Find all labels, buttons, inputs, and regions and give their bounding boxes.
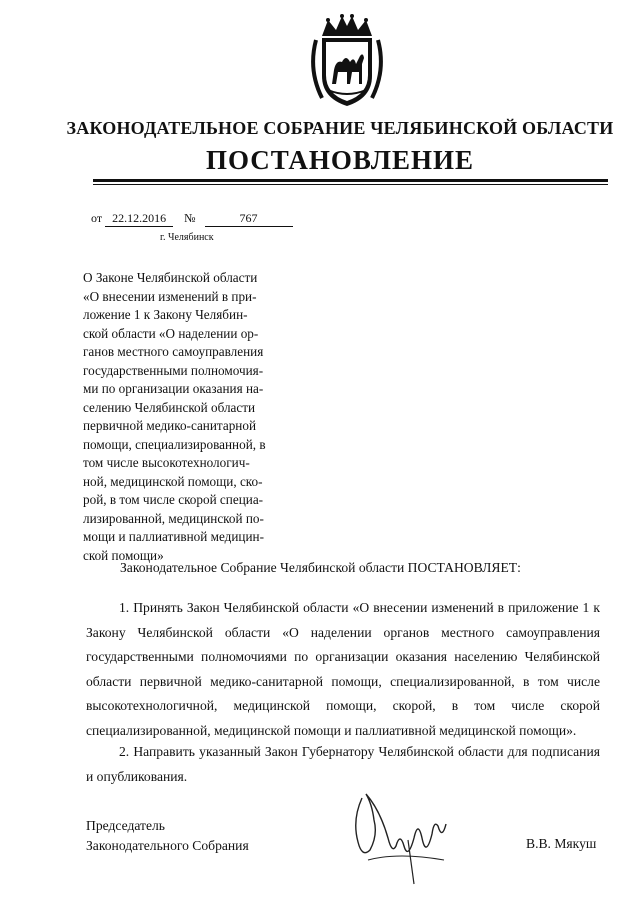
subject-line: том числе высокотехнологич- xyxy=(83,455,250,470)
position-line: Законодательного Собрания xyxy=(86,838,249,853)
paragraph-1: 1. Принять Закон Челябинской области «О внесении изменений в приложение 1 к Закону Челябинской области «О наделении органов местного самоуправления государственными полномочиями по организации оказания населению Челябинской области первичной медико-санитарной помощи, специализированной, в том числе высокотехнологичной, медицинской помощи, скорой, в том числе скорой специализированной, медицинской помощи и паллиативной медицинской помощи». xyxy=(86,600,600,738)
subject-line: ной, медицинской помощи, ско- xyxy=(83,473,263,489)
subject-line: лизированной, медицинской по- xyxy=(83,510,264,526)
subject-line: ской области «О наделении ор- xyxy=(83,325,259,341)
coat-of-arms-icon xyxy=(306,14,388,110)
date-prefix: от xyxy=(91,211,103,225)
city-label: г. Челябинск xyxy=(160,232,214,243)
subject-line: ганов местного самоуправления xyxy=(83,344,264,359)
position-line: Председатель xyxy=(86,818,165,833)
subject-line: «О внесении изменений в при- xyxy=(83,288,257,304)
header-rule-thick xyxy=(93,179,608,182)
paragraph-2: 2. Направить указанный Закон Губернатору Челябинской области для подписания и опубликования. xyxy=(86,744,600,784)
subject-line: ской помощи» xyxy=(83,547,164,563)
document-number: 767 xyxy=(205,211,293,227)
subject-line: помощи, специализированной, в xyxy=(83,436,266,452)
document-type-title: ПОСТАНОВЛЕНИЕ xyxy=(205,145,475,175)
signatory-position xyxy=(86,816,249,856)
subject-line: селению Челябинской области xyxy=(83,399,256,415)
document-subject xyxy=(83,269,282,565)
subject-line: государственными полномочия- xyxy=(83,362,264,378)
subject-line: ми по организации оказания на- xyxy=(83,381,264,396)
subject-line: первичной медико-санитарной xyxy=(83,418,257,433)
subject-line: О Законе Челябинской области xyxy=(83,270,258,285)
signatory-name: В.В. Мякуш xyxy=(526,836,597,851)
subject-line: рой, в том числе скорой специа- xyxy=(83,492,264,507)
header-rule-thin xyxy=(93,184,608,185)
organization-title: ЗАКОНОДАТЕЛЬНОЕ СОБРАНИЕ ЧЕЛЯБИНСКОЙ ОБЛАСТИ xyxy=(66,118,614,138)
subject-line: ложение 1 к Закону Челябин- xyxy=(83,307,248,322)
subject-line: мощи и паллиативной медицин- xyxy=(83,529,264,544)
handwritten-signature xyxy=(348,780,458,885)
date-number-line xyxy=(91,211,293,227)
number-label: № xyxy=(184,211,196,225)
preamble: Законодательное Собрание Челябинской области ПОСТАНОВЛЯЕТ: xyxy=(120,560,521,575)
document-date: 22.12.2016 xyxy=(105,211,173,227)
